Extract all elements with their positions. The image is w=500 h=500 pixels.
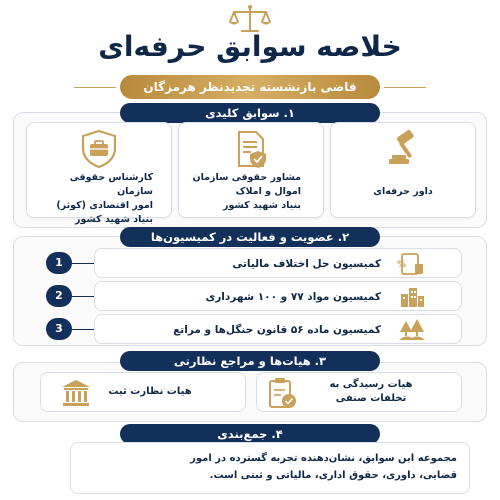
card-economic-expert: [26, 122, 172, 225]
subtitle-text: قاضی بازنشسته تجدیدنظر هرمزگان: [120, 75, 380, 99]
summary-box: [70, 442, 470, 494]
institution-icon: [61, 378, 91, 408]
board-registry-supervision-label: هیات نظارت ثبت: [108, 386, 192, 397]
section-1-title: ۱. سوابق کلیدی: [120, 103, 380, 123]
subtitle-left-rule: [74, 87, 116, 88]
subtitle-right-rule: [384, 87, 426, 88]
card-economic-expert-label: کارشناس حقوقی سازمان امور اقتصادی (کوثر) بنیاد شهید کشور: [56, 172, 153, 225]
row-2-connector: [72, 296, 94, 297]
board-guild-violations-label: هیات رسیدگی به تخلفات صنفی: [329, 379, 413, 404]
card-property-advisor: [178, 122, 324, 218]
buildings-icon: [399, 285, 425, 309]
row-3-connector: [72, 329, 94, 330]
commission-row-municipality-label: کمیسیون مواد ۷۷ و ۱۰۰ شهرداری: [205, 291, 381, 303]
section-3-title: ۳. هیات‌ها و مراجع نظارتی: [120, 351, 380, 371]
board-guild-violations: [256, 372, 462, 412]
card-arbitrator-label: داور حرفه‌ای: [373, 186, 433, 197]
commission-row-forests: [94, 314, 462, 344]
clipboard-check-icon: [267, 377, 297, 409]
commission-row-municipality: [94, 281, 462, 311]
summary-text: مجموعه این سوابق، نشان‌دهنده تجربه گسترده در امور قضایی، داوری، حقوق اداری، مالیاتی و ثبتی است.: [190, 453, 457, 481]
commission-row-forests-label: کمیسیون ماده ۵۶ قانون جنگل‌ها و مراتع: [173, 324, 381, 336]
commission-row-tax: [94, 248, 462, 278]
subtitle-banner: [120, 75, 380, 99]
page-title: خلاصه سوابق حرفه‌ای: [98, 30, 402, 63]
row-1-number: 1: [46, 252, 72, 274]
document-shield-icon: [231, 129, 271, 169]
tax-document-icon: [396, 252, 425, 276]
briefcase-shield-icon: [79, 129, 119, 169]
svg-text:%: %: [396, 260, 406, 270]
card-arbitrator: [330, 122, 476, 218]
row-2-number: 2: [46, 285, 72, 307]
section-2-title: ۲. عضویت و فعالیت در کمیسیون‌ها: [120, 227, 380, 247]
card-property-advisor-label: مشاور حقوقی سازمان اموال و املاک بنیاد شهید کشور: [192, 172, 301, 211]
row-3-number: 3: [46, 318, 72, 340]
section-4-title: ۴. جمع‌بندی: [120, 424, 380, 444]
board-registry-supervision: [40, 372, 246, 412]
forest-icon: [399, 318, 425, 342]
commission-row-tax-label: کمیسیون حل اختلاف مالیاتی: [232, 258, 381, 270]
row-1-connector: [72, 263, 94, 264]
gavel-icon: [383, 129, 423, 169]
